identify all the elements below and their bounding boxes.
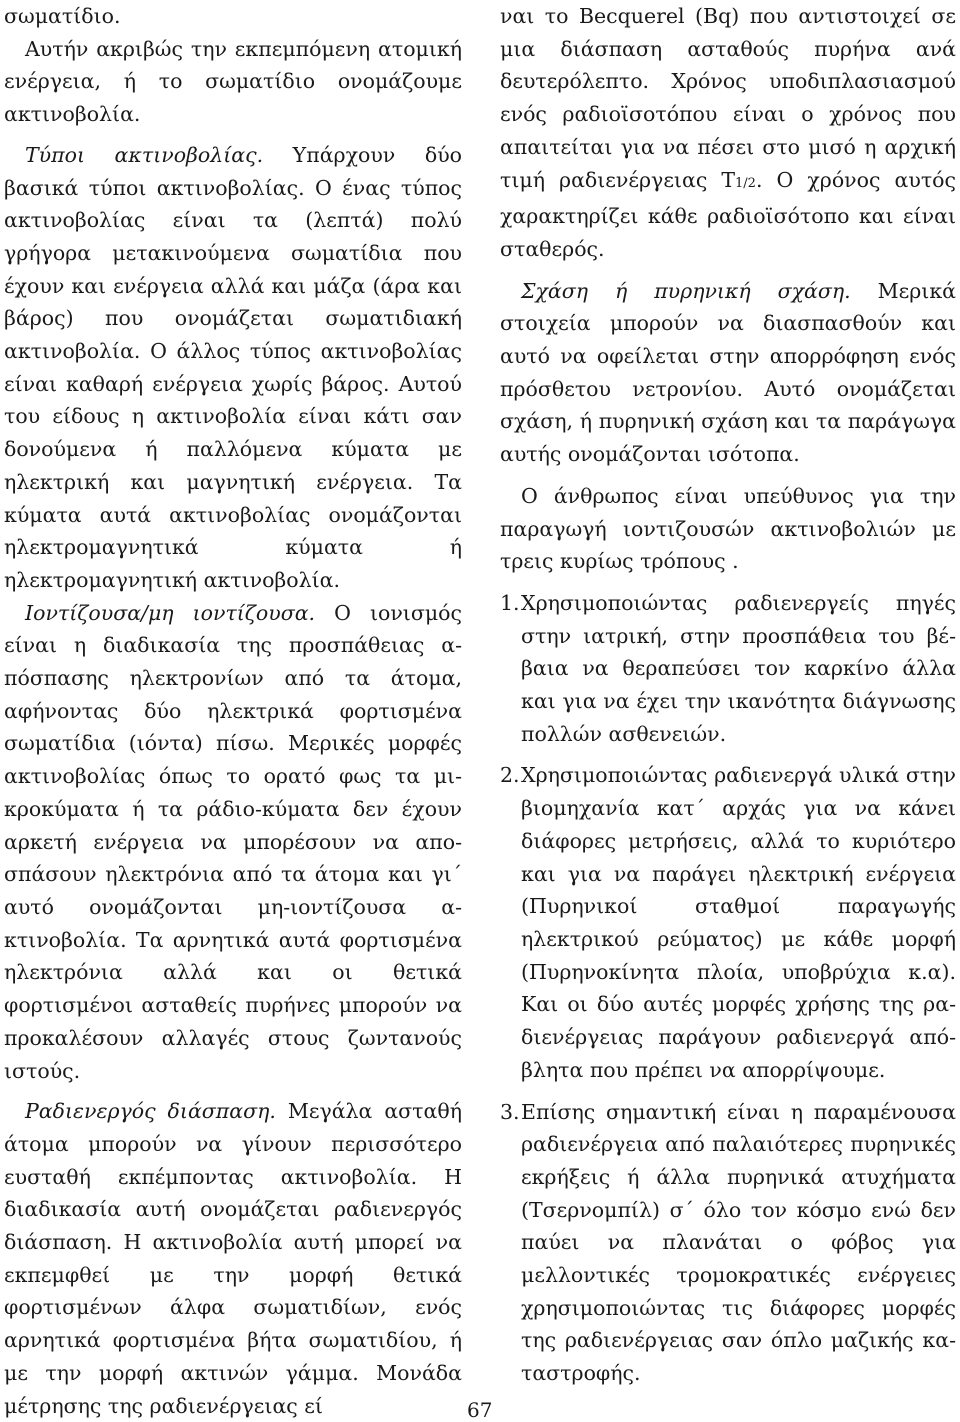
paragraph-text: Μερικά στοιχεία μπορούν να διασπασθούν και αυτό να οφείλεται στην απορρόφηση ενός πρόσθετου νετρονίου. Αυτό ονομάζεται σχάση, ή πυρηνική σχάση και τα παράγωγα αυτής ονομάζονται ισότοπα. [500,278,957,467]
list-item-text: Χρησιμοποιώντας ραδιενεργά υλικά στην βιομηχανία κατ΄ αρχάς για να κάνει διάφορες μετρήσεις, αλλά το κυριότερο και για να παράγει ηλεκτρική ενέργεια (Πυρηνικοί σταθμοί παραγωγής ηλεκτρικού ρεύματος) με κάθε μορφή (Πυρηνοκίνητα πλοία, υποβρύχια κ.α). Και οι δύο αυτές μορφές χρήσης της ραδιενέργειας παράγουν ραδιενεργά απόβλητα που πρέπει να απορρίψουμε. [521,763,956,1082]
section-heading: Σχάση ή πυρηνική σχάση. [521,278,851,303]
section-heading: Ιοντίζουσα/μη ιοντίζουσα. [25,600,316,625]
paragraph [4,1095,462,1422]
paragraph: ναι το Becquerel (Bq) που αντιστοιχεί σε μια διάσπαση ασταθούς πυρήνα ανά δευτερόλεπτο. Χρόνος υποδιπλασιασμού ενός ραδιοϊσοτόπου είναι ο χρόνος που απαιτείται για να πέσει στο μισό η αρχική τιμή ραδιενέργειας Τ1/2. Ο χρόνος αυτός χαρακτηρίζει κάθε ραδιοϊσότοπο και είναι σταθερός. [500,4,956,261]
subscript: 1/2 [735,175,756,191]
paragraph-text: Μεγάλα ασταθή άτομα μπορούν να γίνουν περισσότερο ευσταθή εκπέμποντας ακτινοβολία. Η διαδικασία αυτή ονομάζεται ραδιενεργός διάσπαση. Η ακτινοβολία αυτή μπορεί να εκπεμφθεί με την μορφή θετικά φορτισμένων άλφα σωματιδίων, ενός αρνητικά φορτισμένα βήτα σωματιδίου, ή με την μορφή ακτινών γάμμα. Μονάδα μέτρησης της ραδιενέργειας εί [4,1099,462,1418]
list-number: 2. [500,763,520,788]
paragraph: Ο άνθρωπος είναι υπεύθυνος για την παραγωγή ιοντιζουσών ακτινοβολιών με τρεις κυρίως τρόπους . [500,483,956,574]
paragraph [4,139,462,597]
paragraph: σωματίδιο. [4,4,121,28]
list-item-text: Χρησιμοποιώντας ραδιενεργείς πηγές στην ιατρική, στην προσπάθεια του βέβαια να θεραπεύσει τον καρκίνο άλλα και για να έχει την ικανότητα διάγνωσης πολλών ασθενειών. [521,590,956,746]
paragraph [500,275,956,471]
paragraph: Αυτήν ακριβώς την εκπεμπόμενη ατομική ενέργεια, ή το σωματίδιο ονομάζουμε ακτινοβολία. [4,36,462,127]
list-item [500,759,956,1086]
page-number: 67 [467,1398,493,1422]
paragraph-text: Υπάρχουν δύο βασικά τύποι ακτινοβολίας. Ο ένας τύπος ακτινοβολίας είναι τα (λεπτά) πολύ γρήγορα μετακινούμενα σωματίδια που έχουν και ενέργεια αλλά και μάζα (άρα και βάρος) που ονομάζεται σωματιδιακή ακτινοβολία. Ο άλλος τύπος ακτινοβολίας είναι καθαρή ενέργεια χωρίς βάρος. Αυτού του είδους η ακτινοβολία είναι κάτι σαν δονούμενα ή παλλόμενα κύματα με ηλεκτρική και μαγνητική ενέργεια. Τα κύματα αυτά ακτινοβολίας ονομάζονται ηλεκτρομαγνητικά κύματα ή ηλεκτρομαγνητική ακτινοβολία. [4,142,462,592]
right-column [500,0,956,1390]
section-heading: Τύποι ακτινοβολίας. [25,142,264,167]
paragraph-text: Ο ιονισμός είναι η διαδικασία της προσπάθειας απόσπασης ηλεκτρονίων από τα άτομα, αφήνοντας δύο ηλεκτρικά φορτισμένα σωματίδια (ιόντα) πίσω. Μερικές μορφές ακτινοβολίας όπως το ορατό φως τα μικροκύματα ή τα ράδιο-κύματα δεν έχουν αρκετή ενέργεια να μπορέσουν να αποσπάσουν ηλεκτρόνια από τα άτομα και γι΄ αυτό ονομάζονται μη-ιοντίζουσα ακτινοβολία. Τα αρνητικά αυτά φορτισμένα ηλεκτρόνια αλλά και οι θετικά φορτισμένοι ασταθείς πυρήνες μπορούν να προκαλέσουν αλλαγές στους ζωντανούς ιστούς. [4,600,462,1083]
list-item-text: Επίσης σημαντική είναι η παραμένουσα ραδιενέργεια από παλαιότερες πυρηνικές εκρήξεις ή άλλα πυρηνικά ατυχήματα (Τσερνομπίλ) σ΄ όλο τον κόσμο ενώ δεν παύει να πλανάται ο φόβος για μελλοντικές τρομοκρατικές ενέργειες χρησιμοποιώντας τις διάφορες μορφές της ραδιενέργειας σαν όπλο μαζικής καταστροφής. [521,1099,956,1386]
section-heading: Ραδιενεργός διάσπαση. [25,1099,276,1124]
paragraph [4,597,462,1088]
left-column [4,0,462,1422]
list-item [500,1096,956,1390]
list-item [500,587,956,751]
list-number: 3. [500,1099,520,1124]
list-number: 1. [500,590,520,615]
